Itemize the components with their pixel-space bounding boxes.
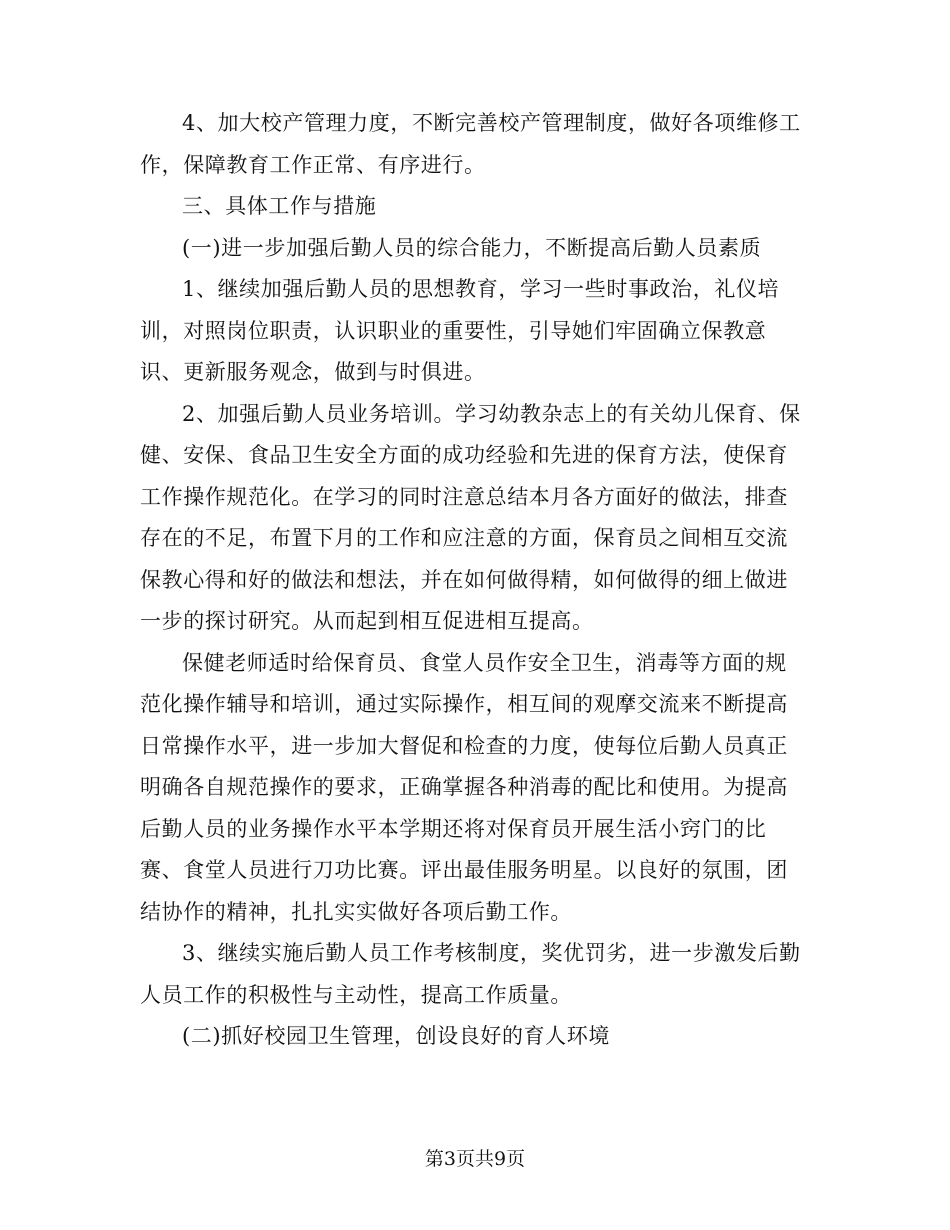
text-line: 赛、食堂人员进行刀功比赛。评出最佳服务明星。以良好的氛围，团 — [140, 858, 788, 882]
text-line: 范化操作辅导和培训，通过实际操作，相互间的观摩交流来不断提高 — [140, 692, 788, 716]
text-line: 保教心得和好的做法和想法，并在如何做得精，如何做得的细上做进 — [140, 567, 788, 592]
text-line: 工作操作规范化。在学习的同时注意总结本月各方面好的做法，排查 — [140, 484, 788, 509]
text-line: 作，保障教育工作正常、有序进行。 — [140, 152, 486, 177]
page-number: 第3页共9页 — [424, 1148, 526, 1170]
text-line: (一)进一步加强后勤人员的综合能力，不断提高后勤人员素质 — [182, 235, 762, 260]
text-line: 一步的探讨研究。从而起到相互促进相互提高。 — [140, 609, 594, 633]
paragraph-item-4 — [140, 103, 815, 186]
text-line: (二)抓好校园卫生管理，创设良好的育人环境 — [182, 1024, 610, 1048]
section-heading-3 — [140, 186, 815, 228]
text-line: 存在的不足，布置下月的工作和应注意的方面，保育员之间相互交流 — [140, 526, 788, 550]
document-body — [140, 103, 815, 1058]
paragraph-health-teacher — [140, 643, 815, 934]
text-line: 三、具体工作与措施 — [182, 194, 377, 218]
text-line: 训，对照岗位职责，认识职业的重要性，引导她们牢固确立保教意 — [140, 318, 767, 343]
text-line: 3、继续实施后勤人员工作考核制度，奖优罚劣，进一步激发后勤 — [182, 941, 801, 965]
paragraph-sub1-item-1 — [140, 269, 815, 394]
text-line: 1、继续加强后勤人员的思想教育，学习一些时事政治，礼仪培 — [182, 277, 780, 301]
text-line: 识、更新服务观念，做到与时俱进。 — [140, 360, 486, 384]
text-line: 保健老师适时给保育员、食堂人员作安全卫生，消毒等方面的规 — [182, 650, 787, 675]
text-line: 明确各自规范操作的要求，正确掌握各种消毒的配比和使用。为提高 — [140, 775, 788, 799]
text-line: 2、加强后勤人员业务培训。学习幼教杂志上的有关幼儿保育、保 — [182, 401, 801, 426]
subsection-heading-1 — [140, 228, 815, 270]
subsection-heading-2 — [140, 1016, 815, 1058]
paragraph-sub1-item-3 — [140, 933, 815, 1016]
text-line: 4、加大校产管理力度，不断完善校产管理制度，做好各项维修工 — [182, 111, 801, 135]
text-line: 人员工作的积极性与主动性，提高工作质量。 — [140, 982, 572, 1007]
text-line: 结协作的精神，扎扎实实做好各项后勤工作。 — [140, 899, 572, 924]
text-line: 健、安保、食品卫生安全方面的成功经验和先进的保育方法，使保育 — [140, 443, 788, 467]
text-line: 日常操作水平，进一步加大督促和检查的力度，使每位后勤人员真正 — [140, 733, 788, 758]
paragraph-sub1-item-2 — [140, 394, 815, 643]
text-line: 后勤人员的业务操作水平本学期还将对保育员开展生活小窍门的比 — [140, 816, 767, 841]
